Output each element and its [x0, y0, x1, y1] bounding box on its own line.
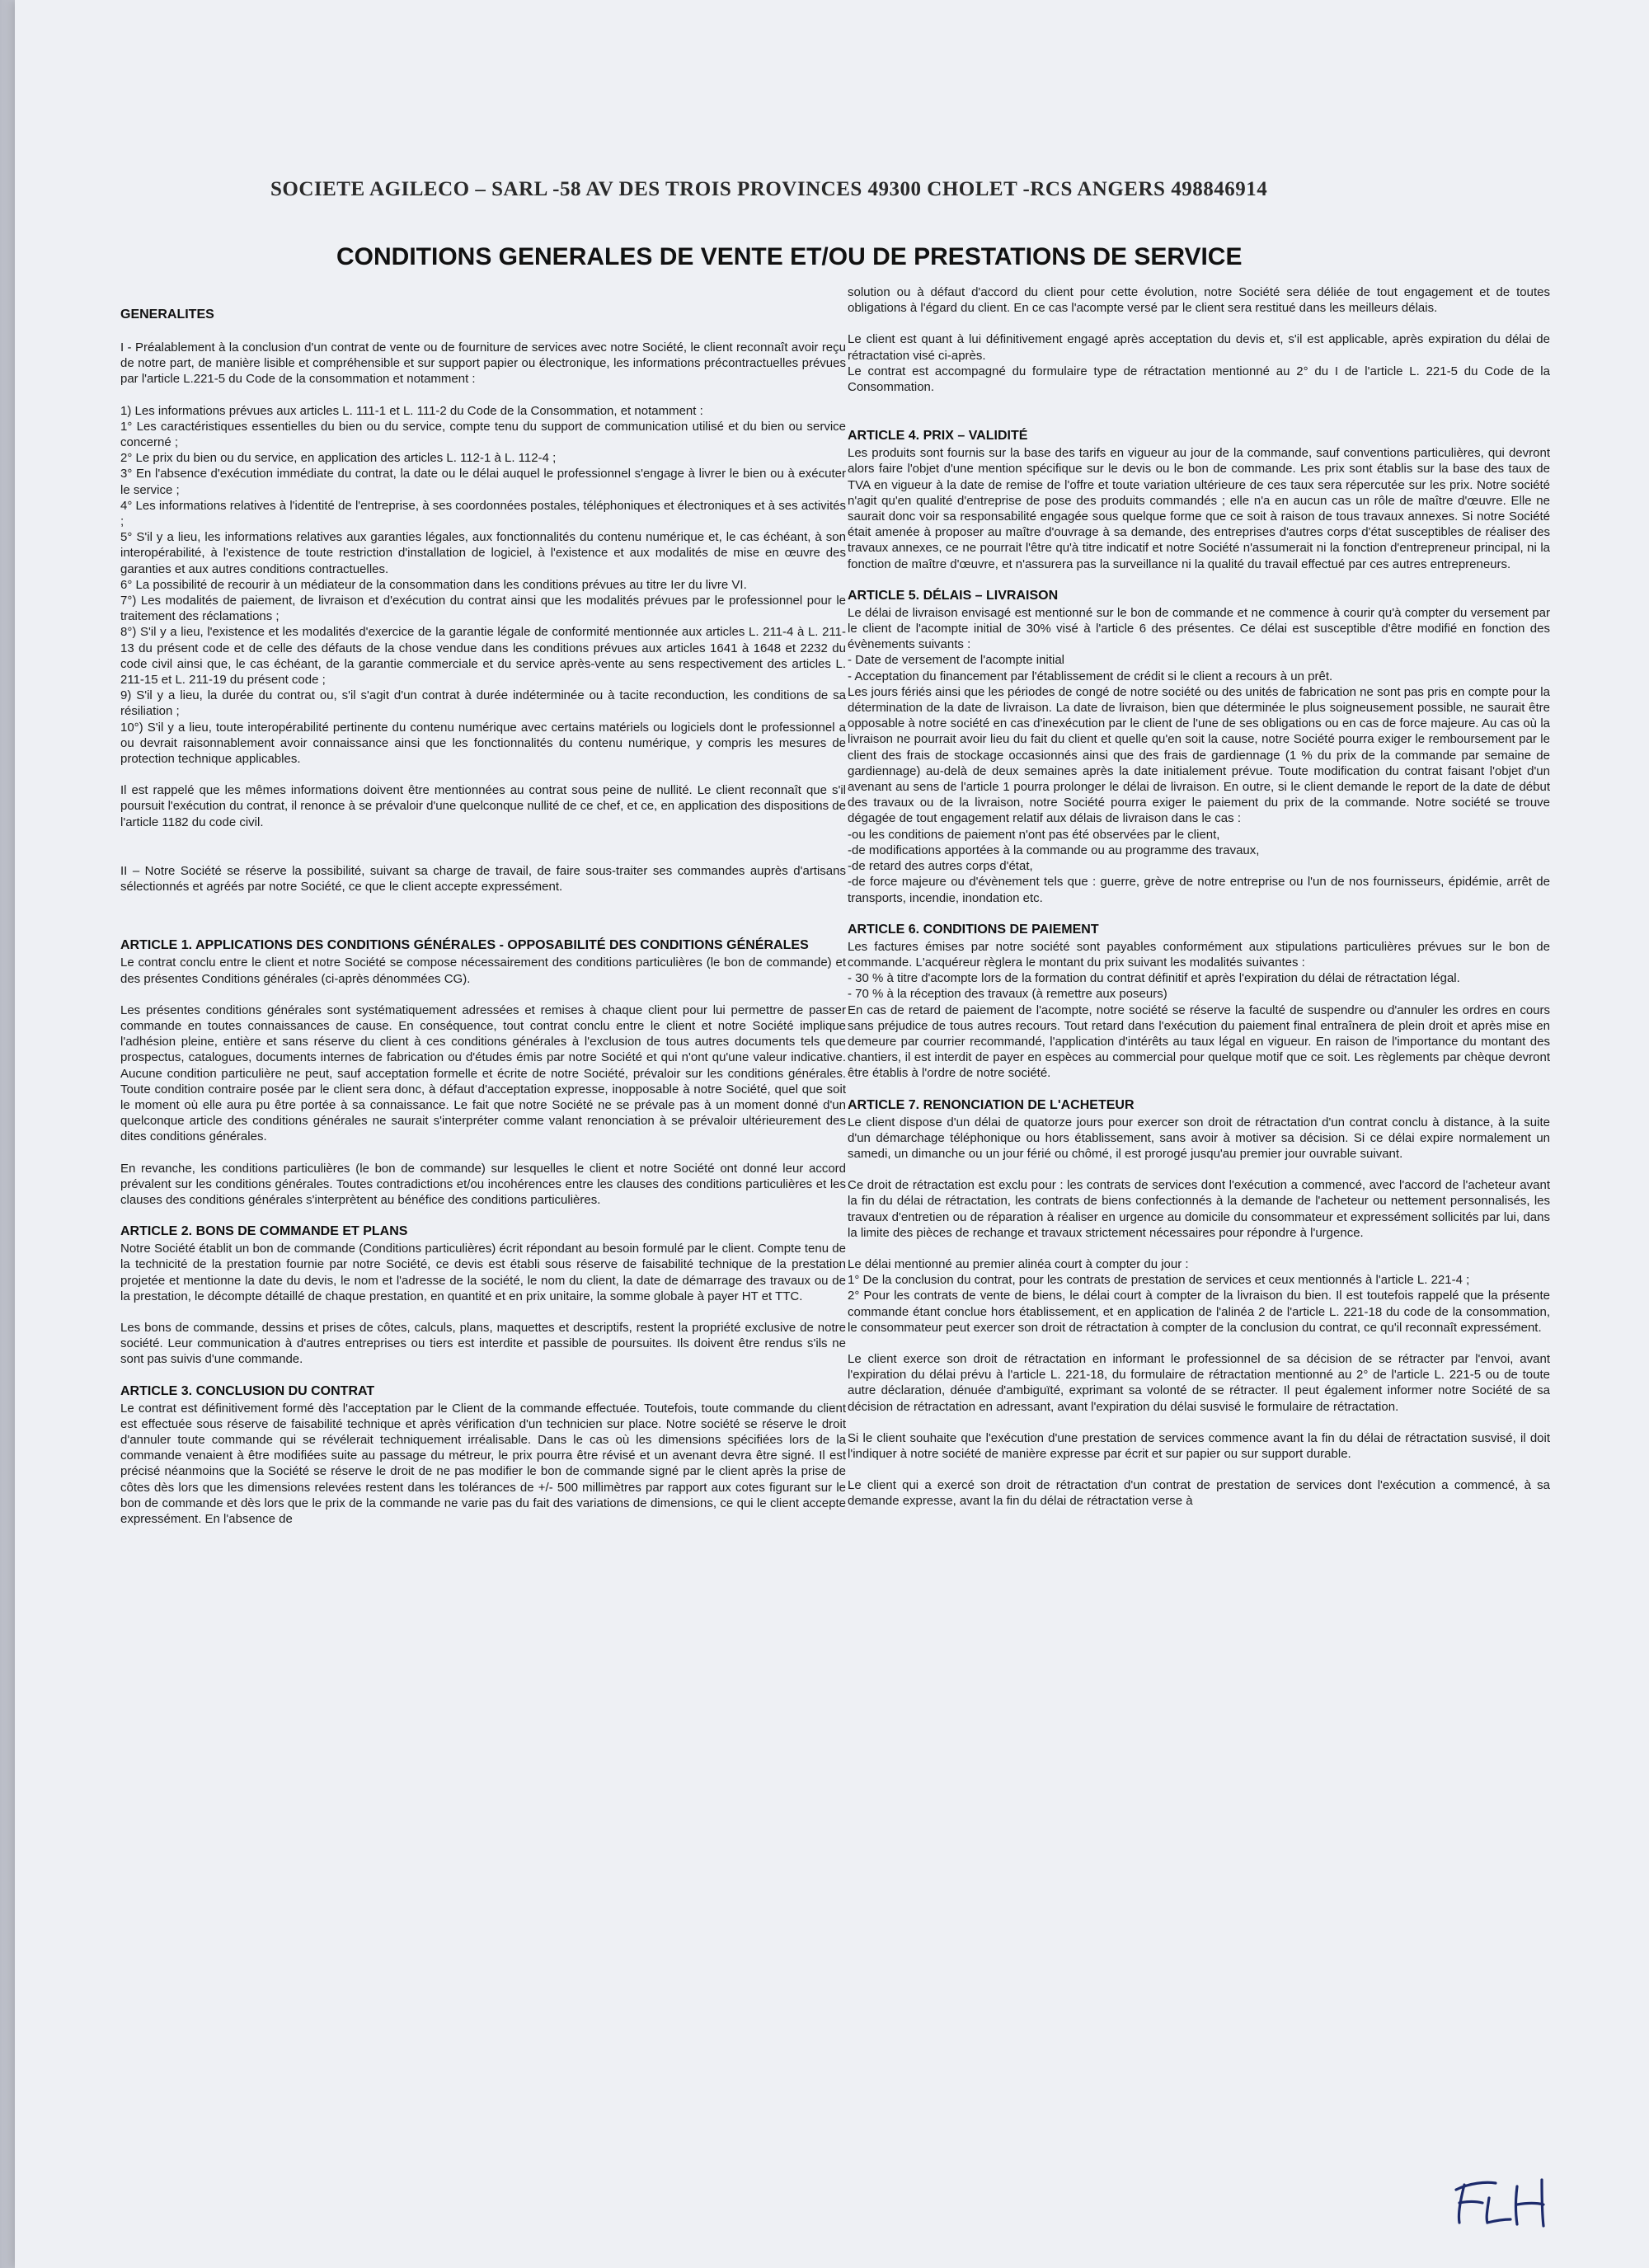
paragraph: -de modifications apportées à la commande ou au programme des travaux,: [848, 843, 1260, 857]
paragraph: solution ou à défaut d'accord du client pour cette évolution, notre Société sera déliée de tout engagement et de toutes obligations à l'égard du client. En ce cas l'acompte versé par le client sera restitué dans les meilleurs délais.: [848, 285, 1550, 316]
section-heading-article-4: ARTICLE 4. PRIX – VALIDITÉ: [848, 429, 1028, 444]
paragraph: En revanche, les conditions particulières (le bon de commande) sur lesquelles le client et notre Société ont donné leur accord prévalent sur les conditions générales. Toutes contradictions et/ou incohérences entre les clauses des conditions particulières et les clauses des conditions générales s'interprètent au bénéfice des conditions particulières.: [120, 1161, 846, 1207]
paragraph: Les jours fériés ainsi que les périodes de congé de notre société ou des unités de fabrication ne sont pas pris en compte pour la détermination de la date de livraison. La date de livraison, bien que déterminée le plus soigneusement possible, ne saurait être opposable à notre société en cas d'inexécution par le client de l'une de ses obligations ou en cas de force majeure. Au cas où la livraison ne pourrait avoir lieu du fait du client et quelle qu'en soit la cause, notre Société pourra exiger le remboursement par le client des frais de stockage occasionnés ainsi que des frais de gardiennage (1 % du prix de la commande par semaine de gardiennage) au-delà de deux semaines après la date initialement prévue. Toute modification du contrat faisant l'objet d'un avenant au sens de l'article 1 pourra prolonger le délai de livraison. En outre, si le client demande le report de la date de début des travaux ou de la livraison, notre Société pourra exiger le paiement du prix de la commande. Notre société se trouve dégagée de tout engagement relatif aux délais de livraison dans le cas :: [848, 684, 1550, 826]
paragraph: Les bons de commande, dessins et prises de côtes, calculs, plans, maquettes et descriptifs, restent la propriété exclusive de notre société. Leur communication à d'autres entreprises ou tiers est interdite et passible de poursuites. Ils doivent être rendus s'ils ne sont pas suivis d'une commande.: [120, 1320, 846, 1367]
paragraph: Le client qui a exercé son droit de rétractation d'un contrat de prestation de services dont l'exécution a commencé, à sa demande expresse, avant la fin du délai de rétractation verse à: [848, 1478, 1550, 1509]
paragraph: Le délai de livraison envisagé est mentionné sur le bon de commande et ne commence à courir qu'à compter du versement par le client de l'acompte initial de 30% visé à l'article 6 des présentes. Ce délai est susceptible d'être modifié en fonction des évènements suivants :: [848, 605, 1550, 652]
section-heading-article-7: ARTICLE 7. RENONCIATION DE L'ACHETEUR: [848, 1097, 1135, 1112]
paragraph: 8°) S'il y a lieu, l'existence et les modalités d'exercice de la garantie légale de conformité mentionnée aux articles L. 211-4 à L. 211-13 du présent code et de celle des défauts de la chose vendue dans les conditions prévues aux articles 1641 à 1648 et 2232 du code civil ainsi que, le cas échéant, de la garantie commerciale et du service après-vente au sens respectivement des articles L. 211-15 et L. 211-19 du présent code ;: [120, 625, 846, 688]
paragraph: 2° Pour les contrats de vente de biens, le délai court à compter de la livraison du bien. Il est toutefois rappelé que la présente commande étant conclue hors établissement, et en application de l'alinéa 2 de l'article L. 221-18 du code de la consommation, le consommateur peut exercer son droit de rétractation à compter de la conclusion du contrat, ce qu'il reconnaît expressément.: [848, 1289, 1550, 1335]
paragraph: Notre Société établit un bon de commande (Conditions particulières) écrit répondant au besoin formulé par le client. Compte tenu de la technicité de la prestation fournie par notre Société, ce devis est établi sous réserve de faisabilité technique de la prestation projetée et mentionne la date du devis, le nom et l'adresse de la société, le nom du client, la date de démarrage des travaux ou de la prestation, le décompte détaillé de chaque prestation, en quantité et en prix unitaire, la somme globale à payer HT et TTC.: [120, 1242, 846, 1303]
paragraph: -de force majeure ou d'évènement tels que : guerre, grève de notre entreprise ou l'un de nos fournisseurs, épidémie, arrêt de transports, incendie, inondation etc.: [848, 875, 1550, 905]
paragraph: Le client dispose d'un délai de quatorze jours pour exercer son droit de rétractation d'un contrat conclu à distance, à la suite d'un démarchage téléphonique ou hors établissement, sans avoir à motiver sa décision. Si ce délai expire normalement un samedi, un dimanche ou un jour férié ou chômé, il est prorogé jusqu'au premier jour ouvrable suivant.: [848, 1115, 1550, 1161]
paragraph: Il est rappelé que les mêmes informations doivent être mentionnées au contrat sous peine de nullité. Le client reconnaît que s'il poursuit l'exécution du contrat, il renonce à se prévaloir d'une quelconque nullité de ce chef, et ce, en application des dispositions de l'article 1182 du code civil.: [120, 783, 846, 829]
document-page: [15, 0, 1649, 2268]
paragraph: 5° S'il y a lieu, les informations relatives aux garanties légales, aux fonctionnalités du contenu numérique et, le cas échéant, à son interopérabilité, à l'existence de toute restriction d'installation de logiciel, à l'existence et aux modalités de mise en œuvre des garanties et aux autres conditions contractuelles.: [120, 530, 846, 576]
section-heading-article-2: ARTICLE 2. BONS DE COMMANDE ET PLANS: [120, 1224, 408, 1239]
section-heading-article-6: ARTICLE 6. CONDITIONS DE PAIEMENT: [848, 922, 1099, 937]
paragraph: 1° Les caractéristiques essentielles du bien ou du service, compte tenu du support de communication utilisé et du bien ou service concerné ;: [120, 419, 846, 450]
paragraph: 6° La possibilité de recourir à un médiateur de la consommation dans les conditions prévues au titre Ier du livre VI.: [120, 577, 747, 592]
paragraph: 1) Les informations prévues aux articles L. 111-1 et L. 111-2 du Code de la Consommation, et notamment :: [120, 403, 703, 418]
paragraph: En cas de retard de paiement de l'acompte, notre société se réserve la faculté de suspendre ou d'annuler les ordres en cours sans préjudice de tous autres recours. Tout retard dans l'exécution du paiement final entraînera de plein droit et après mise en demeure par courrier recommandé, l'application d'intérêts au taux légal en vigueur. En raison de l'importance du montant des chantiers, il est interdit de payer en espèces au commercial pour quelque motif que ce soit. Les règlements par chèque devront être établis à l'ordre de notre société.: [848, 1003, 1550, 1081]
paragraph: Le délai mentionné au premier alinéa court à compter du jour :: [848, 1256, 1189, 1271]
paragraph: 7°) Les modalités de paiement, de livraison et d'exécution du contrat ainsi que les modalités prévues par le professionnel pour le traitement des réclamations ;: [120, 594, 846, 624]
section-heading-article-1: ARTICLE 1. APPLICATIONS DES CONDITIONS GÉNÉRALES - OPPOSABILITÉ DES CONDITIONS GÉNÉRALES: [120, 938, 809, 953]
paragraph: I - Préalablement à la conclusion d'un contrat de vente ou de fourniture de services avec notre Société, le client reconnaît avoir reçu de notre part, de manière lisible et compréhensible et sur support papier ou électronique, les informations précontractuelles prévues par l'article L.221-5 du Code de la consommation et notamment :: [120, 340, 846, 387]
section-heading-generalites: GENERALITES: [120, 308, 214, 322]
paragraph: Le contrat conclu entre le client et notre Société se compose nécessairement des conditions particulières (le bon de commande) et des présentes Conditions générales (ci-après dénommées CG).: [120, 956, 846, 986]
paragraph: - 70 % à la réception des travaux (à remettre aux poseurs): [848, 987, 1167, 1002]
right-column: [848, 284, 1550, 1510]
paragraph: Le client exerce son droit de rétractation en informant le professionnel de sa décision de se rétracter par l'envoi, avant l'expiration du délai prévu à l'article L. 221-18, du formulaire de rétractation mentionné au 2° de l'article L. 221-5 ou de toute autre déclaration, dénuée d'ambiguïté, exprimant sa volonté de se rétracter. Il peut également informer notre Société de sa décision de rétractation en adressant, avant l'expiration du délai susvisé le formulaire de rétractation.: [848, 1351, 1550, 1414]
section-heading-article-3: ARTICLE 3. CONCLUSION DU CONTRAT: [120, 1383, 375, 1398]
paragraph: -ou les conditions de paiement n'ont pas été observées par le client,: [848, 827, 1220, 842]
paragraph: Les présentes conditions générales sont systématiquement adressées et remises à chaque client pour lui permettre de passer commande en toutes connaissances de cause. En conséquence, tout contrat conclu entre le client et notre Société implique l'adhésion pleine, entière et sans réserve du client à ces conditions générales à l'exclusion de tous autres documents tels que prospectus, catalogues, documents internes de fabrication ou d'études émis par notre Société et qui n'ont qu'une valeur indicative. Aucune condition particulière ne peut, sauf acceptation formelle et écrite de notre Société, prévaloir sur les conditions générales. Toute condition contraire posée par le client sera donc, à défaut d'acceptation expresse, inopposable à notre Société, quel que soit le moment où elle aura pu être portée à sa connaissance. Le fait que notre Société ne se prévale pas à un moment donné d'un quelconque article des conditions générales ne saurait s'interpréter comme valant renonciation à se prévaloir ultérieurement des dites conditions générales.: [120, 1003, 846, 1144]
paragraph: 2° Le prix du bien ou du service, en application des articles L. 112-1 à L. 112-4 ;: [120, 451, 557, 466]
paragraph: Les factures émises par notre société sont payables conformément aux stipulations particulières prévues sur le bon de commande. L'acquéreur règlera le montant du prix suivant les modalités suivantes :: [848, 939, 1550, 970]
paragraph: Ce droit de rétractation est exclu pour : les contrats de services dont l'exécution a commencé, avec l'accord de l'acheteur avant la fin du délai de rétractation, les contrats de biens confectionnés à la demande de l'acheteur ou nettement personnalisés, les travaux d'entretien ou de réparation à réaliser en urgence au domicile du consommateur et expressément sollicités par lui, dans la limite des pièces de rechange et travaux strictement nécessaires pour répondre à l'urgence.: [848, 1178, 1550, 1240]
paragraph: - 30 % à titre d'acompte lors de la formation du contrat définitif et après l'expiration du délai de rétractation légal.: [848, 971, 1460, 986]
section-heading-article-5: ARTICLE 5. DÉLAIS – LIVRAISON: [848, 588, 1059, 603]
left-column: [120, 307, 846, 1527]
paragraph: Le contrat est accompagné du formulaire type de rétractation mentionné au 2° du I de l'article L. 221-5 du Code de la Consommation.: [848, 364, 1550, 395]
paragraph: - Acceptation du financement par l'établissement de crédit si le client a recours à un prêt.: [848, 669, 1333, 683]
page-title: CONDITIONS GENERALES DE VENTE ET/OU DE PRESTATIONS DE SERVICE: [336, 243, 1243, 270]
paragraph: 3° En l'absence d'exécution immédiate du contrat, la date ou le délai auquel le professionnel s'engage à livrer le bien ou à exécuter le service ;: [120, 467, 846, 497]
paragraph: 1° De la conclusion du contrat, pour les contrats de prestation de services et ceux mentionnés à l'article L. 221-4 ;: [848, 1273, 1470, 1288]
paragraph: Le client est quant à lui définitivement engagé après acceptation du devis et, s'il est applicable, après expiration du délai de rétractation visé ci-après.: [848, 332, 1550, 363]
paragraph: II – Notre Société se réserve la possibilité, suivant sa charge de travail, de faire sous-traiter ses commandes auprès d'artisans sélectionnés et agréés par notre Société, ce que le client accepte expressément.: [120, 863, 846, 895]
paragraph: Les produits sont fournis sur la base des tarifs en vigueur au jour de la commande, sauf conventions particulières, qui devront alors faire l'objet d'une mention spécifique sur le devis ou le bon de commande. Les prix sont établis sur la base des taux de TVA en vigueur à la date de remise de l'offre et toute variation ultérieure de ces taux sera répercutée sur les prix. Notre société n'agit qu'en qualité d'entreprise de pose des produits commandés ; elle n'a en aucun cas un rôle de maître d'œuvre. Elle ne saurait donc voir sa responsabilité engagée sous quelque forme que ce soit à raison de tous travaux annexes. Si notre Société était amenée à proposer au maître d'ouvrage à sa demande, des entreprises d'autres corps d'état susceptibles de réaliser des travaux annexes, ce ne pourrait l'être qu'à titre indicatif et notre Société n'assumerait ni la fonction d'entrepreneur principal, ni la fonction de maître d'œuvre, et n'assurera pas la surveillance ni la qualité du travail effectué par ces autres entrepreneurs.: [848, 446, 1550, 571]
company-line: SOCIETE AGILECO – SARL -58 AV DES TROIS PROVINCES 49300 CHOLET -RCS ANGERS 498846914: [270, 178, 1268, 200]
paragraph: Si le client souhaite que l'exécution d'une prestation de services commence avant la fin du délai de rétractation susvisé, il doit l'indiquer à notre société de manière expresse par écrit et sur papier ou sur support durable.: [848, 1430, 1550, 1461]
paragraph: 9) S'il y a lieu, la durée du contrat ou, s'il s'agit d'un contrat à durée indéterminée ou à tacite reconduction, les conditions de sa résiliation ;: [120, 688, 846, 719]
paragraph: 4° Les informations relatives à l'identité de l'entreprise, à ses coordonnées postales, téléphoniques et électroniques et à ses activités ;: [120, 498, 846, 529]
paragraph: 10°) S'il y a lieu, toute interopérabilité pertinente du contenu numérique avec certains matériels ou logiciels dont le professionnel a ou devrait raisonnablement avoir connaissance ainsi que les fonctionnalités du contenu numérique, y compris les mesures de protection technique applicables.: [120, 720, 846, 767]
paragraph: Le contrat est définitivement formé dès l'acceptation par le Client de la commande effectuée. Toutefois, toute commande du client est effectuée sous réserve de faisabilité technique et après vérification d'un technicien sur place. Notre société se réserve le droit d'annuler toute commande qui se révélerait techniquement irréalisable. Dans le cas où les dimensions spécifiées lors de la commande venaient à être modifiées suite au passage du métreur, le prix pourra être révisé et un avenant devra être signé. Il est précisé néanmoins que la Société se réserve le droit de ne pas modifier le bon de commande signé par le client après la prise de côtes dès lors que les dimensions relevées restent dans les tolérances de +/- 500 millimètres par rapport aux cotes figurant sur le bon de commande et dès lors que le prix de la commande ne varie pas du fait des variations de dimensions, ce qui le client accepte expressément. En l'absence de: [120, 1401, 846, 1526]
paragraph: -de retard des autres corps d'état,: [848, 859, 1033, 874]
paragraph: - Date de versement de l'acompte initial: [848, 653, 1064, 668]
handwritten-initials: [1445, 2165, 1576, 2231]
